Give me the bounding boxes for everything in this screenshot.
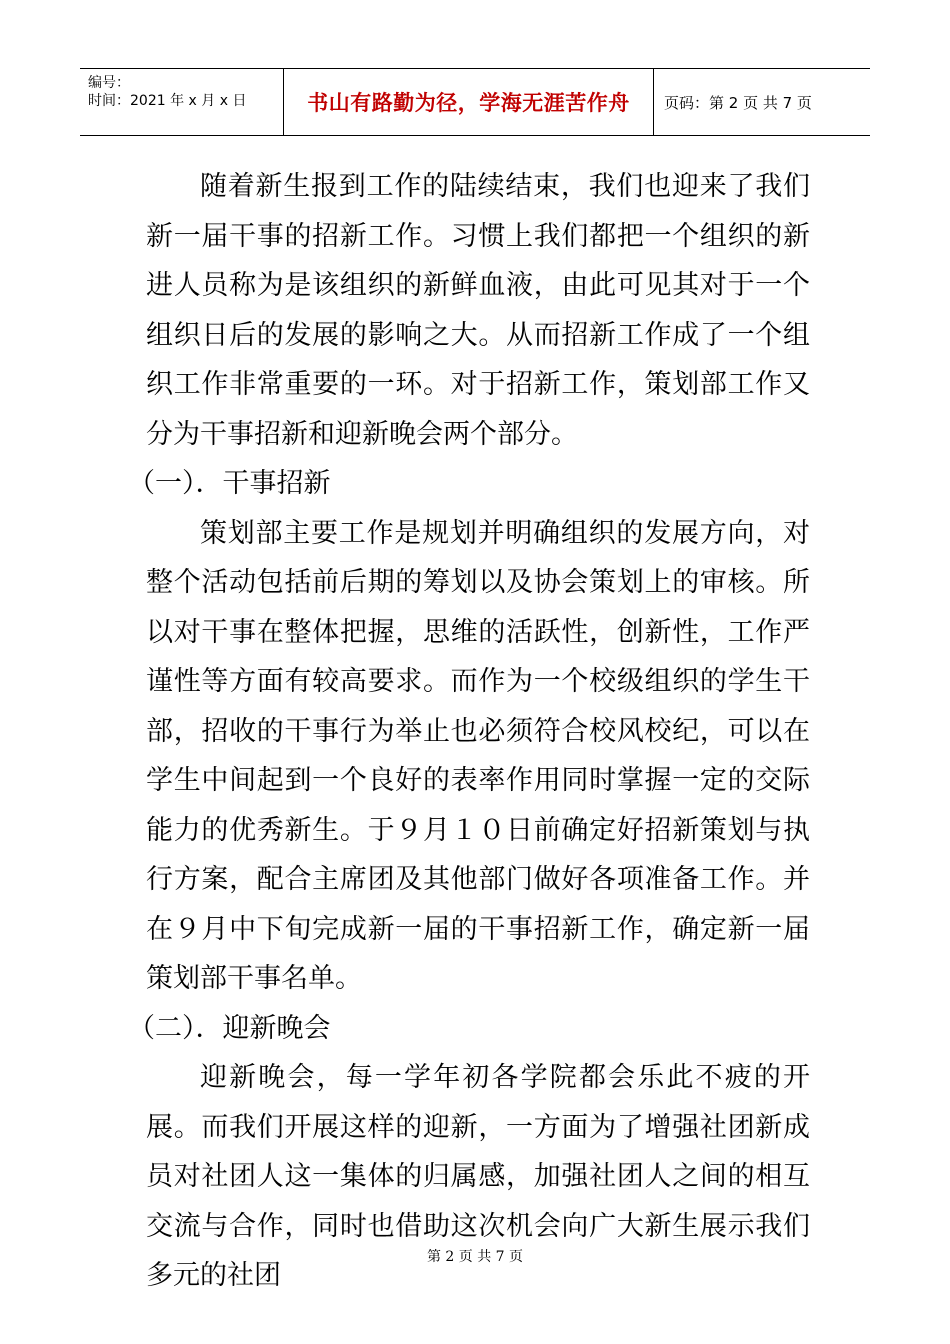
header-info-cell (80, 69, 284, 135)
document-code-label: 编号： (88, 75, 130, 91)
document-time-label: 时间：2021 年 x 月 x 日 (88, 93, 247, 109)
paragraph-welcome-party: 迎新晚会，每一学年初各学院都会乐此不疲的开展。而我们开展这样的迎新，一方面为了增强社团新成员对社团人这一集体的归属感，加强社团人之间的相互交流与合作，同时也借助这次机会向广大新生展示我们多元的社团 (146, 1062, 810, 1291)
header-page-cell (654, 69, 870, 135)
paragraph-recruitment: 策划部主要工作是规划并明确组织的发展方向，对整个活动包括前后期的筹划以及协会策划上的审核。所以对干事在整体把握，思维的活跃性，创新性，工作严谨性等方面有较高要求。而作为一个校级组织的学生干部，招收的干事行为举止也必须符合校风校纪，可以在学生中间起到一个良好的表率作用同时掌握一定的交际能力的优秀新生。于９月１０日前确定好招新策划与执行方案，配合主席团及其他部门做好各项准备工作。并在９月中下旬完成新一届的干事招新工作，确定新一届策划部干事名单。 (146, 517, 810, 994)
section-heading-recruitment: （一）．干事招新 (128, 468, 331, 499)
header-page-label: 页码：第 2 页 共 7 页 (664, 93, 812, 112)
header-motto-cell (284, 69, 654, 135)
document-body (128, 162, 810, 1301)
section-heading-welcome-party: （二）．迎新晚会 (128, 1012, 331, 1044)
document-header (80, 68, 870, 136)
paragraph-intro: 随着新生报到工作的陆续结束，我们也迎来了我们新一届干事的招新工作。习惯上我们都把一个组织的新进人员称为是该组织的新鲜血液，由此可见其对于一个组织日后的发展的影响之大。从而招新工作成了一个组织工作非常重要的一环。对于招新工作，策划部工作又分为干事招新和迎新晚会两个部分。 (146, 171, 810, 450)
header-motto: 书山有路勤为径，学海无涯苦作舟 (307, 91, 630, 115)
page-footer: 第 2 页 共 7 页 (426, 1249, 524, 1265)
